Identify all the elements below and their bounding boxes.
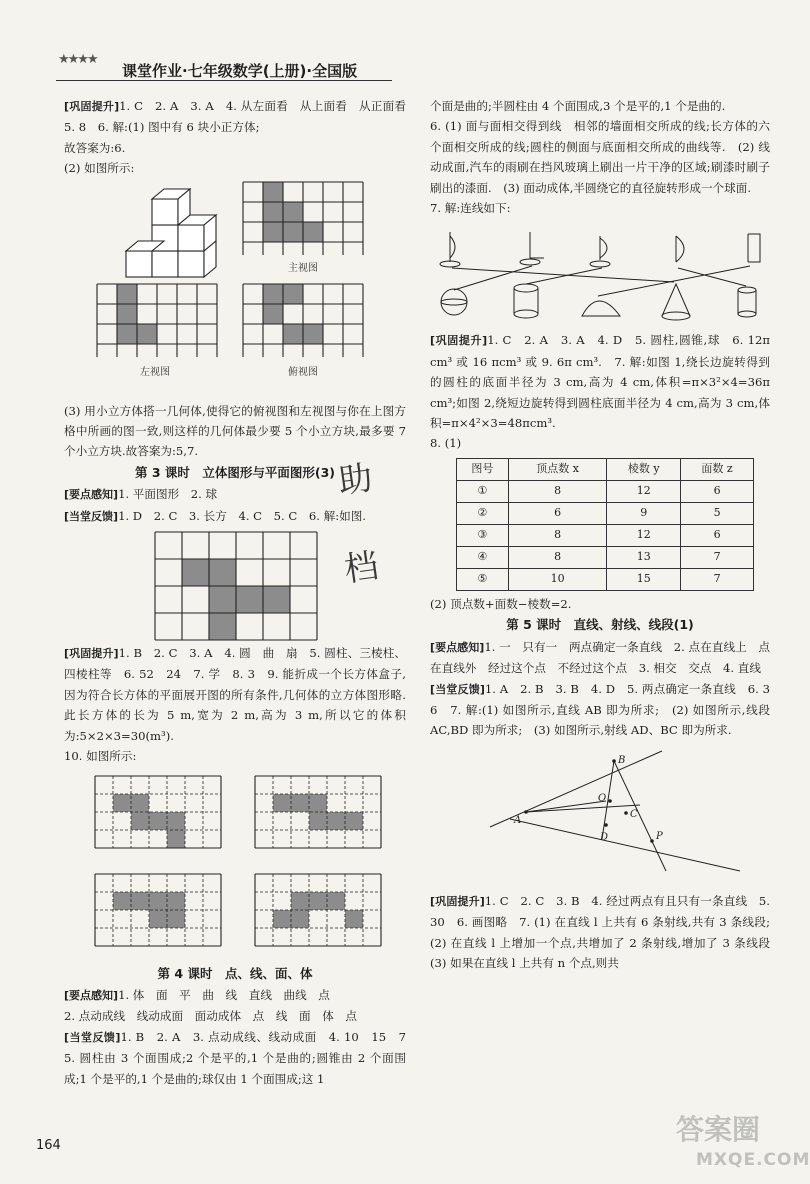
- table-row: [457, 524, 754, 546]
- answer-paragraph: [巩固提升]1. C 2. A 3. A 4. 从左面看 从上面看 从正面看 5. 8 6. 解:(1) 图中有 6 块小正方体;: [64, 99, 418, 135]
- answer-paragraph: [巩固提升]1. B 2. C 3. A 4. 圆 曲 扇 5. 圆柱、三棱柱、四棱柱等 6. 52 24 7. 学 8. 3 9. 能折成一个长方体盒子,因为符合长方体的平面展开图的所有条件,几何体的立方体图形略.此长方体的长为 5 m,宽为 2 m,高为 3 m,所以它的体积为:5×2×3=30(m³).: [64, 646, 407, 743]
- shaded-cell: [182, 559, 209, 586]
- three-view-figure: [64, 179, 406, 401]
- table-cell: ③: [457, 524, 509, 546]
- table-cell: 9: [607, 502, 681, 524]
- table-cell: 顶点数 x: [508, 458, 607, 480]
- shaded-cell: [345, 812, 363, 830]
- table-cell: 8: [508, 524, 607, 546]
- vertex-table-figure: [430, 454, 770, 594]
- table-cell: 5: [681, 502, 754, 524]
- top-view-grid: [242, 283, 368, 357]
- table-cell: ④: [457, 546, 509, 568]
- front-view-caption: 主视图: [288, 262, 318, 274]
- shaded-cell: [345, 910, 363, 928]
- table-cell: 棱数 y: [607, 458, 681, 480]
- answer-paragraph: [巩固提升]1. C 2. C 3. B 4. 经过两点有且只有一条直线 5. 30 6. 画图略 7. (1) 在直线 l 上共有 6 条射线,共有 3 条线段; (2) 在直线 l 上增加一个点,共增加了 2 条射线,增加了 3 条线段 (3) 如果在直线 l 上共有 n 个点,则共: [430, 893, 782, 970]
- answer-paragraph: [当堂反馈]1. A 2. B 3. B 4. D 5. 两点确定一条直线 6. 3 6 7. 解:(1) 如图所示,直线 AB 即为所求; (2) 如图所示,线段 AC,BD 即为所求; (3) 如图所示,射线 AD、BC 即为所求.: [430, 681, 782, 738]
- shaded-cell: [303, 222, 323, 242]
- shaded-cell: [236, 586, 263, 613]
- table-cell: 图号: [457, 458, 509, 480]
- shaded-cell: [283, 202, 303, 222]
- book-title: 课堂作业·七年级数学(上册)·全国版: [122, 62, 358, 80]
- shaded-cell: [113, 892, 131, 910]
- table-cell: 8: [508, 546, 607, 568]
- table-cell: ①: [457, 480, 509, 502]
- shaded-cell: [113, 794, 131, 812]
- shaded-cell: [137, 324, 157, 344]
- shaded-cell: [167, 812, 185, 830]
- shaded-cell: [283, 222, 303, 242]
- shaded-cell: [263, 586, 290, 613]
- watermark-url: MXQE.COM: [696, 1150, 810, 1170]
- shaded-cell: [291, 910, 309, 928]
- table-cell: 12: [607, 524, 681, 546]
- shape-matching-diagram: [430, 218, 770, 328]
- shaded-cell: [309, 812, 327, 830]
- shaded-cell: [209, 559, 236, 586]
- answer-paragraph: 8. (1): [430, 436, 462, 451]
- table-cell: 15: [607, 568, 681, 590]
- answer-paragraph: 7. 解:连线如下:: [430, 201, 511, 216]
- shaded-cell: [131, 892, 149, 910]
- matching-figure: [430, 218, 770, 330]
- table-row: [457, 568, 754, 590]
- point-label-A: A: [514, 814, 522, 826]
- cube-stack-diagram: [122, 183, 242, 283]
- left-view-caption: 左视图: [140, 366, 170, 378]
- vertex-edge-face-table: [456, 458, 754, 591]
- table-cell: 面数 z: [681, 458, 754, 480]
- answer-paragraph: [要点感知]1. 一 只有一 两点确定一条直线 2. 点在直线上 点在直线外 经过这个点 不经过这个点 3. 相交 交点 4. 直线: [430, 639, 771, 676]
- shaded-cell: [303, 324, 323, 344]
- shaded-cell: [117, 304, 137, 324]
- point-label-D: D: [600, 831, 609, 843]
- header-rule: [56, 80, 392, 81]
- unfolding-net-grid: [154, 531, 320, 641]
- lines-figure: [430, 741, 770, 891]
- shaded-cell: [149, 910, 167, 928]
- dashed-grids-figure: [64, 767, 406, 963]
- shaded-cell: [167, 910, 185, 928]
- shaded-cell: [149, 812, 167, 830]
- answer-paragraph: 故答案为:6.: [64, 140, 126, 155]
- shaded-cell: [273, 794, 291, 812]
- point-label-C: C: [630, 808, 638, 820]
- answer-paragraph: (2) 顶点数+面数−棱数=2.: [430, 596, 572, 611]
- answer-paragraph: 10. 如图所示:: [64, 749, 137, 764]
- watermark-logo: 答案圈: [676, 1113, 761, 1146]
- section-heading: 第 3 课时 立体图形与平面图形(3): [134, 464, 336, 480]
- shaded-cell: [291, 794, 309, 812]
- shaded-cell: [209, 613, 236, 640]
- shaded-cell: [263, 202, 283, 222]
- section-heading: 第 5 课时 直线、射线、线段(1): [506, 617, 694, 633]
- answer-paragraph: 2. 点动成线 线动成面 面动成体 点 线 面 体 点: [64, 1009, 357, 1024]
- left-column: [64, 96, 418, 1089]
- answer-paragraph: [要点感知]1. 体 面 平 曲 线 直线 曲线 点: [64, 987, 330, 1002]
- answer-paragraph: [要点感知]1. 平面图形 2. 球: [64, 487, 218, 502]
- handwriting-mark: 助: [335, 457, 376, 503]
- top-view-caption: 俯视图: [288, 366, 318, 378]
- table-cell: ⑤: [457, 568, 509, 590]
- shaded-cell: [167, 830, 185, 848]
- shaded-cell: [167, 892, 185, 910]
- shaded-cell: [263, 182, 283, 202]
- shaded-cell: [209, 586, 236, 613]
- point-label-O: O: [598, 792, 607, 804]
- table-cell: 6: [508, 502, 607, 524]
- handwriting-mark: 档: [341, 545, 382, 591]
- table-header-row: [457, 458, 754, 480]
- shaded-cell: [263, 222, 283, 242]
- answer-paragraph: (2) 如图所示:: [64, 161, 135, 176]
- table-row: [457, 502, 754, 524]
- star-decoration-icon: ★★★★: [58, 52, 97, 67]
- shaded-cell: [273, 910, 291, 928]
- shaded-cell: [131, 794, 149, 812]
- shaded-cell: [283, 324, 303, 344]
- answer-paragraph: [巩固提升]1. C 2. A 3. A 4. D 5. 圆柱,圆锥,球 6. 12π cm³ 或 16 πcm³ 或 9. 6π cm³. 7. 解:如图 1,绕长边旋转得到的圆柱的底面半径为 3 cm,高为 4 cm,体积=π×3²×4=36π cm³;如图 2,绕短边旋转得到圆柱底面半径为 4 cm,高为 3 cm,体积=π×4²×3=48πcm³.: [430, 333, 770, 431]
- right-column: [430, 96, 782, 973]
- point-line-diagram: [430, 741, 770, 889]
- table-cell: ②: [457, 502, 509, 524]
- table-cell: 6: [681, 480, 754, 502]
- answer-paragraph: 6. (1) 面与面相交得到线 相邻的墙面相交所成的线;长方体的六个面相交所成的线;圆柱的侧面与底面相交所成的曲线等. (2) 线动成面,汽车的雨刷在挡风玻璃上刷出一片干净的区域;刷漆时刷子刷出的漆面. (3) 面动成体,半圆绕它的直径旋转形成一个球面.: [430, 119, 770, 195]
- table-cell: 13: [607, 546, 681, 568]
- dashed-grid-4: [254, 873, 386, 949]
- dashed-grid-1: [94, 775, 226, 851]
- shaded-cell: [291, 892, 309, 910]
- left-view-grid: [96, 283, 222, 357]
- answer-paragraph: [当堂反馈]1. D 2. C 3. 长方 4. C 5. C 6. 解:如图.: [64, 508, 366, 523]
- shaded-cell: [263, 284, 283, 304]
- table-cell: 8: [508, 480, 607, 502]
- shaded-cell: [309, 892, 327, 910]
- table-cell: 7: [681, 546, 754, 568]
- shaded-cell: [283, 284, 303, 304]
- shaded-cell: [117, 284, 137, 304]
- shaded-cell: [327, 812, 345, 830]
- table-cell: 6: [681, 524, 754, 546]
- table-cell: 7: [681, 568, 754, 590]
- table-row: [457, 546, 754, 568]
- shaded-cell: [263, 304, 283, 324]
- answer-paragraph: 个面是曲的;半圆柱由 4 个面围成,3 个是平的,1 个是曲的.: [430, 99, 726, 113]
- table-cell: 12: [607, 480, 681, 502]
- answer-paragraph: [当堂反馈]1. B 2. A 3. 点动成线、线动成面 4. 10 15 7 5. 圆柱由 3 个面围成;2 个是平的,1 个是曲的;圆锥由 2 个面围成;1 个是平的,1 个是曲的;球仅由 1 个面围成;这 1: [64, 1029, 418, 1086]
- dashed-grid-2: [254, 775, 386, 851]
- shaded-cell: [309, 794, 327, 812]
- dashed-grid-3: [94, 873, 226, 949]
- shaded-cell: [149, 892, 167, 910]
- answer-paragraph: (3) 用小立方体搭一几何体,使得它的俯视图和左视图与你在上图方格中所画的图一致,则这样的几何体最少要 5 个小立方块,最多要 7 个小立方块.故答案为:5,7.: [64, 403, 406, 459]
- section-heading: 第 4 课时 点、线、面、体: [157, 965, 313, 981]
- point-label-P: P: [656, 830, 663, 842]
- front-view-grid: [242, 181, 368, 255]
- shaded-cell: [131, 812, 149, 830]
- shaded-cell: [117, 324, 137, 344]
- shaded-cell: [327, 892, 345, 910]
- page-header: [58, 54, 388, 82]
- table-cell: 10: [508, 568, 607, 590]
- page-number: 164: [36, 1138, 61, 1153]
- point-label-B: B: [618, 754, 626, 766]
- table-row: [457, 480, 754, 502]
